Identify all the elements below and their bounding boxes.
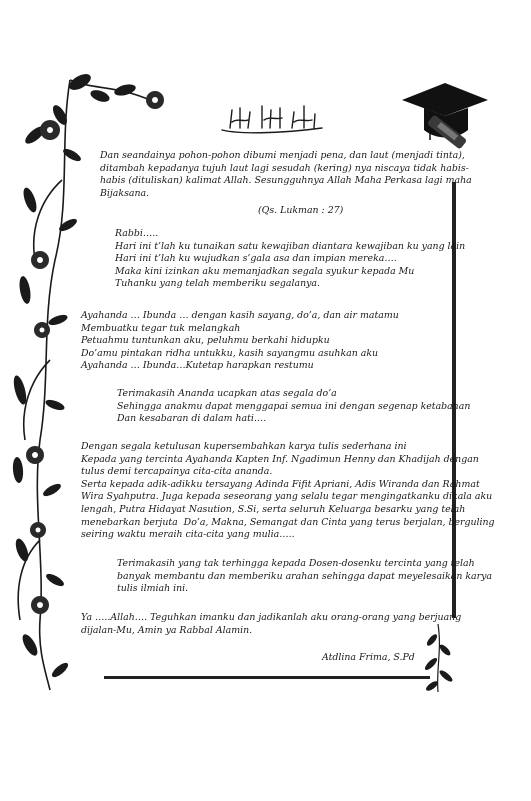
dedication-paragraph: Dengan segala ketulusan kupersembahkan karya tulis sederhana ini Kepada yang tercinta Ayahanda Kapten Inf. Ngadimun Henny dan Khadijah dengan tulus demi tercapainya cita-cita ananda. Serta kepada adik-adikku tersayang Adinda Fifit Apriani, Adis Wiranda dan Rahmat Wira Syahputra. Juga kepada seseorang yang selalu tegar mengingatkanku dikala aku lengah, Putra Hidayat Nasution, S.Si, serta seluruh Keluarga besarku yang telah menebarkan berjuta Do’a, Makna, Semangat dan Cinta yang terus berjalan, berguling seiring waktu meraih cita-cita yang mulia…..	[81, 441, 495, 541]
parents-verse: Ayahanda … Ibunda … dengan kasih sayang, do’a, dan air matamu Membuatku tegar tuk melangkah Petuahmu tuntunkan aku, peluhmu berkahi hidupku Do’amu pintakan ridha untukku, kasih sayangmu asuhkan aku Ayahanda … Ibunda…Kutetap harapkan restumu	[81, 310, 399, 372]
bismillah-calligraphy	[218, 100, 328, 136]
thanks-lecturers: Terimakasih yang tak terhingga kepada Dosen-dosenku tercinta yang telah banyak membantu dan memberiku arahan sehingga dapat meyelesaikan karya tulis ilmiah ini.	[117, 558, 492, 595]
quran-quote: Dan seandainya pohon-pohon dibumi menjadi pena, dan laut (menjadi tinta), ditambah kepadanya tujuh laut lagi sesudah (kering) nya niscaya tidak habis- habis (dituliskan) kalimat Allah. Sesungguhnya Allah Maha Perkasa lagi maha Bijaksana.	[100, 150, 472, 199]
quote-citation: (Qs. Lukman : 27)	[258, 205, 344, 216]
decorative-horizontal-rule	[104, 676, 430, 679]
closing-prayer: Ya …..Allah…. Teguhkan imanku dan jadikanlah aku orang-orang yang berjuang dijalan-Mu, Amin ya Rabbal Alamin.	[81, 612, 462, 636]
prayer-verse: Rabbi….. Hari ini t’lah ku tunaikan satu kewajiban diantara kewajiban ku yang lain Hari ini t’lah ku wujudkan s’gala asa dan impian mereka…. Maka kini izinkan aku memanjadkan segala syukur kepada Mu Tuhanku yang telah memberiku segalanya.	[115, 228, 466, 290]
author-signature: Atdlina Frima, S.Pd	[322, 652, 415, 663]
thanks-parents: Terimakasih Ananda ucapkan atas segala do’a Sehingga anakmu dapat menggapai semua ini dengan segenap ketabahan Dan kesabaran di dalam hati….	[117, 388, 471, 425]
floral-sprig-right	[418, 620, 458, 695]
